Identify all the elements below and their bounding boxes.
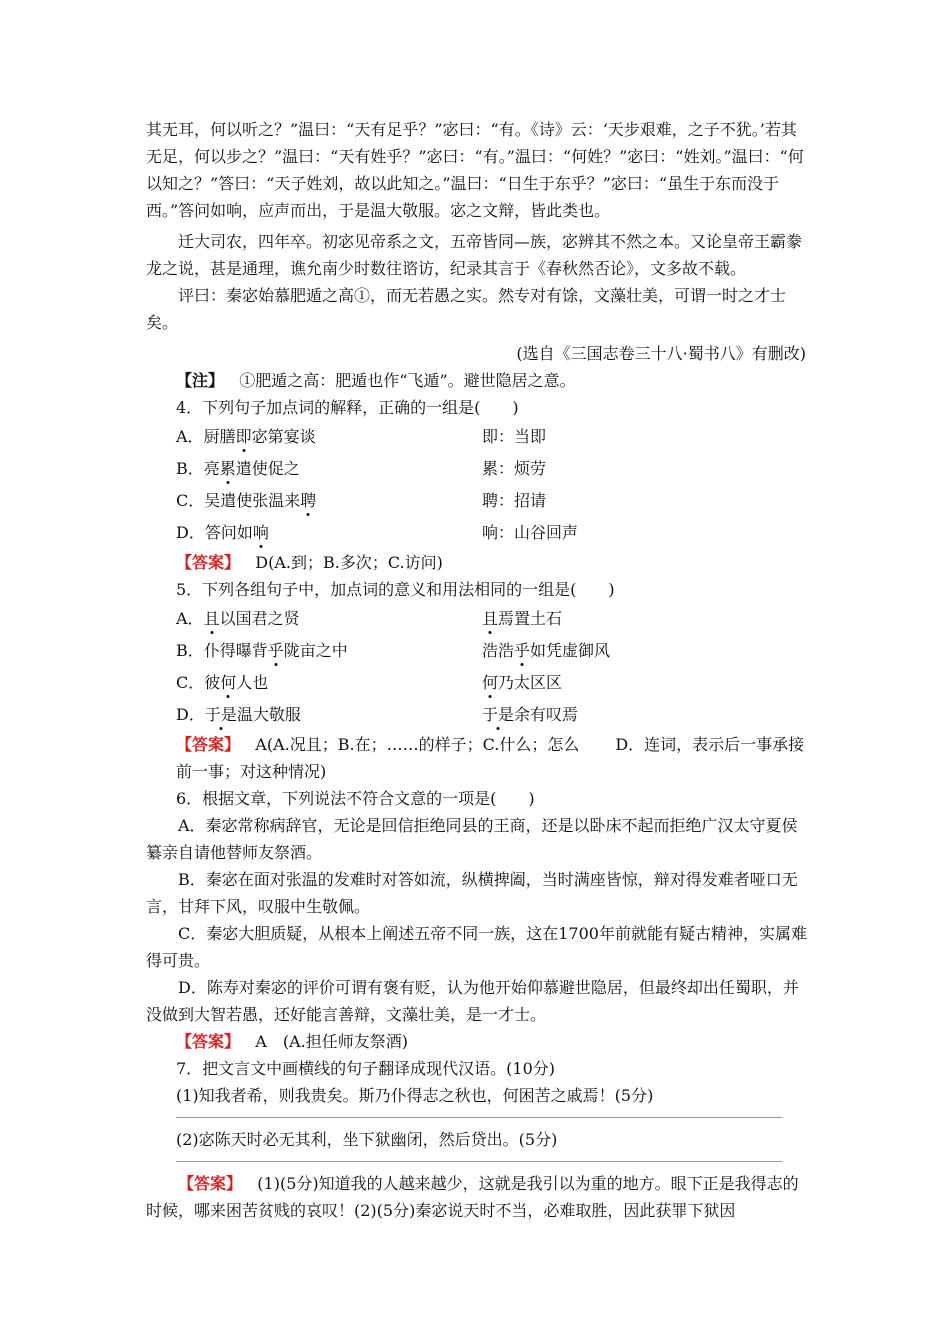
q5-c-right-dotted: 何: [482, 673, 499, 692]
q5-a-left-post: 以国君之贤: [219, 609, 300, 628]
footnote-label: 【注】: [176, 371, 225, 390]
q5-d-right-post: 余有叹焉: [514, 705, 579, 724]
q5-answer-text-a: A(A.况且；B.在；……的样子；C.什么；怎么: [255, 735, 580, 754]
q4-b-pre: B．亮: [176, 459, 220, 478]
answer-line-1[interactable]: [176, 1117, 782, 1118]
q5-c-left-post: 人也: [236, 673, 269, 692]
answer-label: 【答案】: [176, 1032, 241, 1051]
q7-answer: [146, 1170, 808, 1224]
question-7-stem: 7．把文言文中画横线的句子翻译成现代汉语。(10分): [176, 1059, 556, 1078]
q4-c-pre: C．吴遣使张温来: [176, 491, 301, 510]
q6-option-d: D．陈寿对秦宓的评价可谓有褒有贬，认为他开始仰慕避世隐居，但最终却出任蜀职，并没做到大智若愚，还好能言善辩，文藻壮美，是一才士。: [146, 978, 799, 1024]
question-4-stem: 4．下列句子加点词的解释，正确的一组是( ): [176, 398, 519, 417]
footnote: [146, 367, 808, 394]
q4-b-dotted-word: 累: [219, 459, 236, 478]
q4-answer: [146, 549, 808, 576]
q4-b-post: 遣使促之: [235, 459, 300, 478]
q5-b-right-post: 如凭虚御风: [530, 641, 611, 660]
q6-option-a: A．秦宓常称病辞官，无论是回信拒绝同县的王商，还是以卧床不起而拒绝广汉太守夏侯纂亲自请他替师友祭酒。: [146, 816, 798, 862]
q4-d-dotted-word: 响: [252, 523, 269, 542]
q5-option-c: [146, 667, 808, 699]
q5-c-left-pre: C．彼: [176, 673, 221, 692]
passage-paragraph-2: 迁大司农，四年卒。初宓见帝系之文，五帝皆同—族，宓辨其不然之本。又论皇帝王霸豢龙之说，甚是通理，谯允南少时数往谘访，纪录其言于《春秋然否论》，文多故不载。: [146, 232, 803, 278]
answer-label: 【答案】: [178, 1174, 243, 1193]
q5-d-right-dotted: 于是: [482, 705, 515, 724]
q7-sentence-1: (1)知我者希，则我贵矣。斯乃仆得志之秋也，何困苦之戚焉！(5分): [176, 1086, 654, 1105]
source-citation: (选自《三国志卷三十八·蜀书八》有删改): [516, 344, 806, 363]
q4-option-d: [146, 517, 808, 549]
q5-option-b: [146, 635, 808, 667]
footnote-text: ①肥遁之高：肥遁也作“飞遁”。避世隐居之意。: [239, 371, 576, 390]
q4-c-explanation: 聘：招请: [482, 491, 547, 510]
q7-answer-text: (1)(5分)知道我的人越来越少，这就是我引以为重的地方。眼下正是我得志的时候，哪来困苦贫贱的哀叹！(2)(5分)秦宓说天时不当，必难取胜，因此获罪下狱因: [146, 1174, 799, 1220]
q5-b-right-dotted: 乎: [514, 641, 531, 660]
q7-sentence-2: (2)宓陈天时必无其利，坐下狱幽闭，然后贷出。(5分): [176, 1130, 558, 1149]
question-6-stem: 6．根据文章，下列说法不符合文意的一项是( ): [176, 789, 535, 808]
q4-a-dotted-word: 即: [235, 427, 252, 446]
q6-answer: [146, 1028, 808, 1055]
q4-d-pre: D．答问如: [176, 523, 253, 542]
question-5-stem: 5．下列各组句子中，加点词的意义和用法相同的一组是( ): [176, 580, 615, 599]
q5-b-left-dotted: 乎: [267, 641, 284, 660]
q4-a-post: 宓第宴谈: [251, 427, 316, 446]
q4-a-pre: A．厨膳: [176, 427, 236, 446]
q4-option-b: [146, 453, 808, 485]
q4-c-dotted-word: 聘: [300, 491, 317, 510]
passage-paragraph-1: 其无耳，何以听之？”温曰：“天有足乎？”宓曰：“有。《诗》云：‘天步艰难，之子不犹。’若其无足，何以步之？”温曰：“天有姓乎？”宓曰：“有。”温曰：“何姓？”宓曰：“姓刘。”温曰：“何以知之？”答曰：“天子姓刘，故以此知之。”温曰：“日生于东乎？”宓曰：“虽生于东而没于西。”答问如响，应声而出，于是温大敬服。宓之文辩，皆此类也。: [146, 120, 804, 220]
q4-option-a: [146, 421, 808, 453]
answer-label: 【答案】: [176, 735, 241, 754]
passage-paragraph-3: 评曰：秦宓始慕肥遁之高①，而无若愚之实。然专对有馀，文藻壮美，可谓一时之才士矣。: [146, 286, 787, 332]
q5-c-left-dotted: 何: [220, 673, 237, 692]
answer-line-2[interactable]: [176, 1161, 782, 1162]
q4-a-explanation: 即：当即: [482, 427, 547, 446]
q6-option-c: C．秦宓大胆质疑，从根本上阐述五帝不同一族，这在1700年前就能有疑古精神，实属难得可贵。: [146, 924, 807, 970]
q4-d-explanation: 响：山谷回声: [482, 523, 579, 542]
q5-option-d: [146, 699, 808, 731]
q5-option-a: [146, 603, 808, 635]
q5-c-right-post: 乃太区区: [498, 673, 563, 692]
q5-d-left-pre: D．: [176, 705, 205, 724]
q5-b-left-post: 陇亩之中: [283, 641, 348, 660]
q4-answer-text: D(A.到；B.多次；C.访问): [255, 553, 443, 572]
q5-d-left-dotted: 于是: [204, 705, 237, 724]
q5-a-right-dotted: 且: [482, 609, 499, 628]
q5-d-left-post: 温大敬服: [236, 705, 301, 724]
q5-a-left-dotted: 且: [203, 609, 220, 628]
q4-b-explanation: 累：烦劳: [482, 459, 547, 478]
q6-option-b: B．秦宓在面对张温的发难时对答如流，纵横捭阖，当时满座皆惊，辩对得发难者哑口无言，甘拜下风，叹服中生敬佩。: [146, 870, 798, 916]
q5-a-left-pre: A．: [176, 609, 204, 628]
q5-answer-text-b: D．连词，表示后一事承接前一事；对这种情况): [176, 735, 805, 781]
q5-b-right-pre: 浩浩: [482, 641, 515, 660]
q5-answer: [146, 731, 808, 785]
q5-b-left-pre: B．仆得曝背: [176, 641, 268, 660]
q6-answer-text: A (A.担任师友祭酒): [255, 1032, 408, 1051]
answer-label: 【答案】: [176, 553, 241, 572]
q5-a-right-post: 焉置土石: [498, 609, 563, 628]
q4-option-c: [146, 485, 808, 517]
